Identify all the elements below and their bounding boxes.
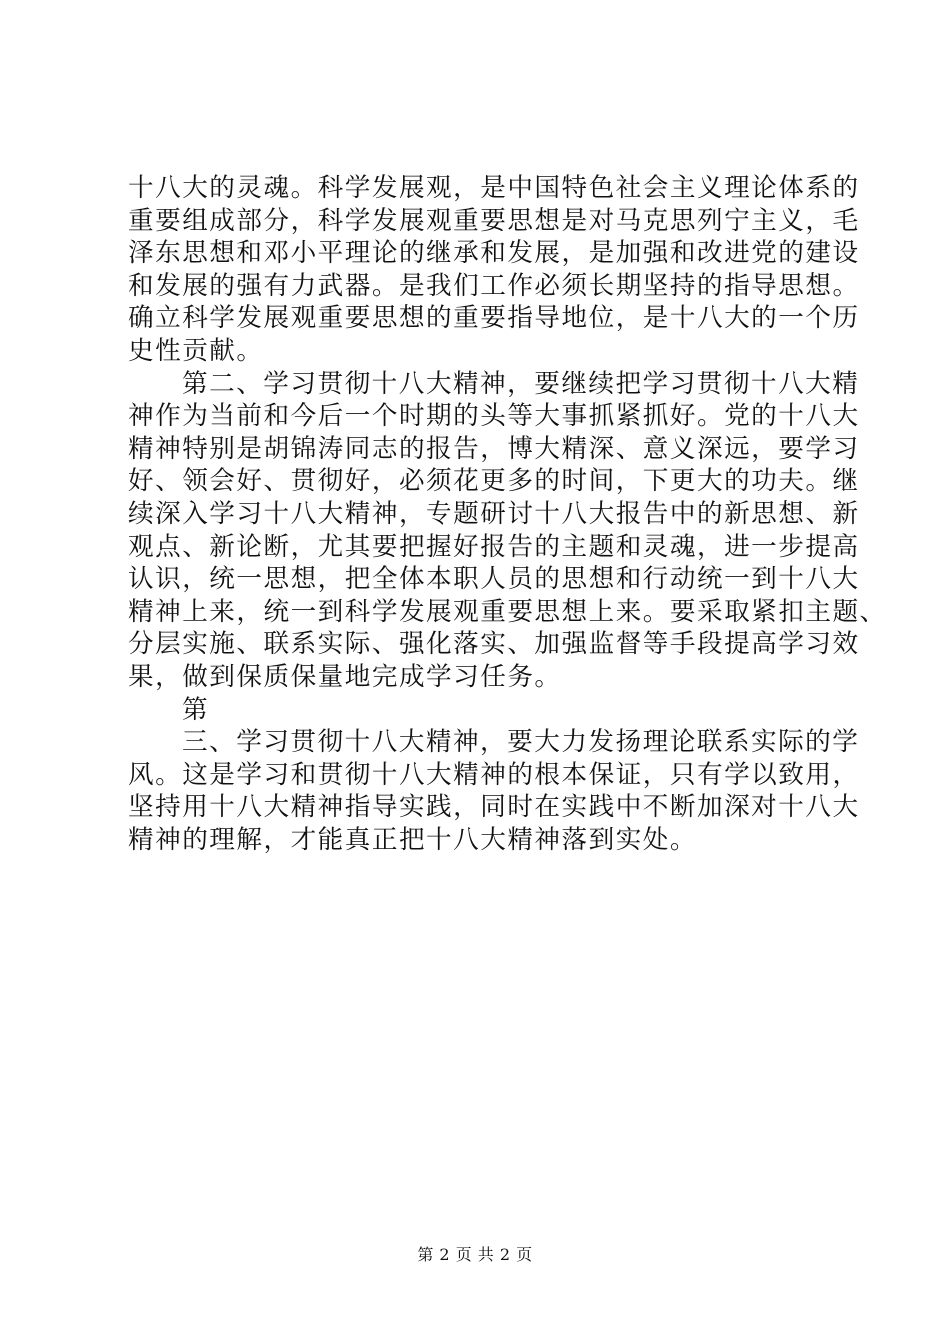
text-line: 精神的理解，才能真正把十八大精神落到实处。 xyxy=(128,824,697,855)
text-line: 坚持用十八大精神指导实践，同时在实践中不断加深对十八大 xyxy=(128,792,860,823)
text-line: 认识，统一思想，把全体本职人员的思想和行动统一到十八大 xyxy=(128,564,860,595)
text-line: 重要组成部分，科学发展观重要思想是对马克思列宁主义，毛 xyxy=(128,205,860,236)
paragraph-text xyxy=(128,172,887,856)
text-line: 精神上来，统一到科学发展观重要思想上来。要采取紧扣主题、 xyxy=(128,596,887,627)
text-line: 第二、学习贯彻十八大精神，要继续把学习贯彻十八大精 xyxy=(182,368,860,399)
text-line: 泽东思想和邓小平理论的继承和发展，是加强和改进党的建设 xyxy=(128,238,860,269)
text-line: 史性贡献。 xyxy=(128,335,264,366)
text-line: 风。这是学习和贯彻十八大精神的根本保证，只有学以致用， xyxy=(128,759,860,790)
text-line: 和发展的强有力武器。是我们工作必须长期坚持的指导思想。 xyxy=(128,270,860,301)
text-line: 观点、新论断，尤其要把握好报告的主题和灵魂，进一步提高 xyxy=(128,531,860,562)
text-line: 确立科学发展观重要思想的重要指导地位，是十八大的一个历 xyxy=(128,303,860,334)
text-line: 十八大的灵魂。科学发展观，是中国特色社会主义理论体系的 xyxy=(128,173,860,203)
text-line: 第 xyxy=(182,694,210,725)
page-number-footer: 第 2 页 共 2 页 xyxy=(417,1245,533,1264)
text-line: 分层实施、联系实际、强化落实、加强监督等手段提高学习效 xyxy=(128,629,860,660)
document-body xyxy=(128,172,887,856)
text-line: 神作为当前和今后一个时期的头等大事抓紧抓好。党的十八大 xyxy=(128,401,860,432)
text-line: 精神特别是胡锦涛同志的报告，博大精深、意义深远，要学习 xyxy=(128,433,860,464)
text-line: 续深入学习十八大精神，专题研讨十八大报告中的新思想、新 xyxy=(128,498,860,529)
text-line: 好、领会好、贯彻好，必须花更多的时间，下更大的功夫。继 xyxy=(128,466,860,497)
text-line: 果，做到保质保量地完成学习任务。 xyxy=(128,661,562,692)
text-line: 三、学习贯彻十八大精神，要大力发扬理论联系实际的学 xyxy=(182,727,860,758)
